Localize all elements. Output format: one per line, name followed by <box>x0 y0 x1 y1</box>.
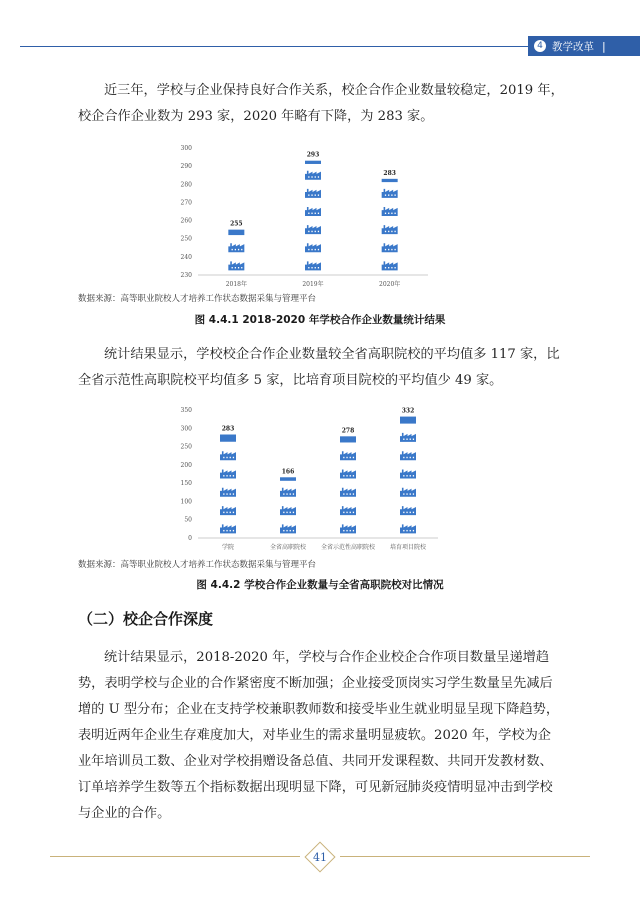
figure-2-source: 数据来源：高等职业院校人才培养工作状态数据采集与管理平台 <box>78 560 317 570</box>
chapter-number: 4 <box>534 40 546 52</box>
chart-2018-2020-enterprises <box>78 140 458 295</box>
paragraph-3: 统计结果显示，2018-2020 年，学校与合作企业校企合作项目数量呈递增趋势，表明学校与企业的合作紧密度不断加强；企业接受顶岗实习学生数量呈先减后增的 U 型分布；企业在支持学校兼职教师数和接受毕业生就业明显呈现下降趋势，表明近两年企业生存难度加大，对毕业生的需求量明显疲软。2020 年，学校为企业年培训员工数、企业对学校捐赠设备总值、共同开发课程数、共同开发教材数、订单培养学生数等五个指标数据出现明显下降，可见新冠肺炎疫情明显冲击到学校与企业的合作。 <box>78 650 560 821</box>
y-tick-label: 0 <box>188 535 192 542</box>
bar-0 <box>228 230 244 271</box>
y-tick-label: 240 <box>180 253 192 261</box>
y-tick-label: 270 <box>180 199 192 207</box>
y-tick-label: 250 <box>180 235 192 243</box>
data-label: 255 <box>230 220 243 228</box>
paragraph-1: 近三年，学校与企业保持良好合作关系，校企合作企业数量较稳定，2019 年，校企合作企业数为 293 家，2020 年略有下降，为 283 家。 <box>78 83 564 124</box>
y-tick-label: 280 <box>180 181 192 189</box>
data-label: 283 <box>221 425 235 433</box>
chart-comparison-provincial <box>78 402 458 558</box>
data-label: 278 <box>341 427 355 435</box>
data-label: 293 <box>306 151 320 159</box>
x-tick-label: 全省高职院校 <box>269 544 307 551</box>
y-tick-label: 100 <box>180 498 192 506</box>
y-tick-label: 150 <box>180 480 192 488</box>
footer-line-left <box>50 856 300 857</box>
x-tick-label: 学院 <box>221 544 235 551</box>
x-tick-label: 2020年 <box>379 281 401 288</box>
bar-0 <box>220 435 236 534</box>
chapter-header <box>528 36 640 56</box>
section-title: （二）校企合作深度 <box>78 610 214 628</box>
figure-1-source: 数据来源：高等职业院校人才培养工作状态数据采集与管理平台 <box>78 294 317 304</box>
bar-2 <box>340 436 356 533</box>
bar-1 <box>280 477 296 533</box>
y-tick-label: 250 <box>180 443 192 451</box>
x-tick-label: 2018年 <box>225 281 247 288</box>
x-tick-label: 全省示范性高职院校 <box>320 544 376 551</box>
y-tick-label: 300 <box>180 425 192 433</box>
footer-line-right <box>340 856 590 857</box>
figure-1-caption: 图 4.4.1 2018-2020 年学校合作企业数量统计结果 <box>194 314 446 326</box>
paragraph-2: 统计结果显示，学校校企合作企业数量较全省高职院校的平均值多 117 家，比全省示范性高职院校平均值多 5 家，比培育项目院校的平均值少 49 家。 <box>78 347 560 388</box>
y-tick-label: 350 <box>180 407 192 414</box>
y-tick-label: 260 <box>180 217 192 225</box>
bar-3 <box>400 417 416 534</box>
y-tick-label: 290 <box>180 163 192 171</box>
header-rule <box>20 46 530 47</box>
x-tick-label: 2019年 <box>302 281 324 288</box>
data-label: 166 <box>281 468 295 476</box>
y-tick-label: 300 <box>180 145 192 152</box>
data-label: 332 <box>401 407 415 415</box>
data-label: 283 <box>383 169 396 177</box>
y-tick-label: 200 <box>180 461 192 469</box>
figure-2-caption: 图 4.4.2 学校合作企业数量与全省高职院校对比情况 <box>196 579 444 591</box>
chapter-separator: | <box>602 39 606 53</box>
y-tick-label: 230 <box>180 272 192 279</box>
chapter-title: 教学改革 <box>552 40 594 53</box>
bar-2 <box>382 179 398 271</box>
y-tick-label: 50 <box>184 516 192 524</box>
page-number: 41 <box>306 843 334 871</box>
x-tick-label: 培育项目院校 <box>389 544 427 551</box>
bar-1 <box>305 161 321 271</box>
